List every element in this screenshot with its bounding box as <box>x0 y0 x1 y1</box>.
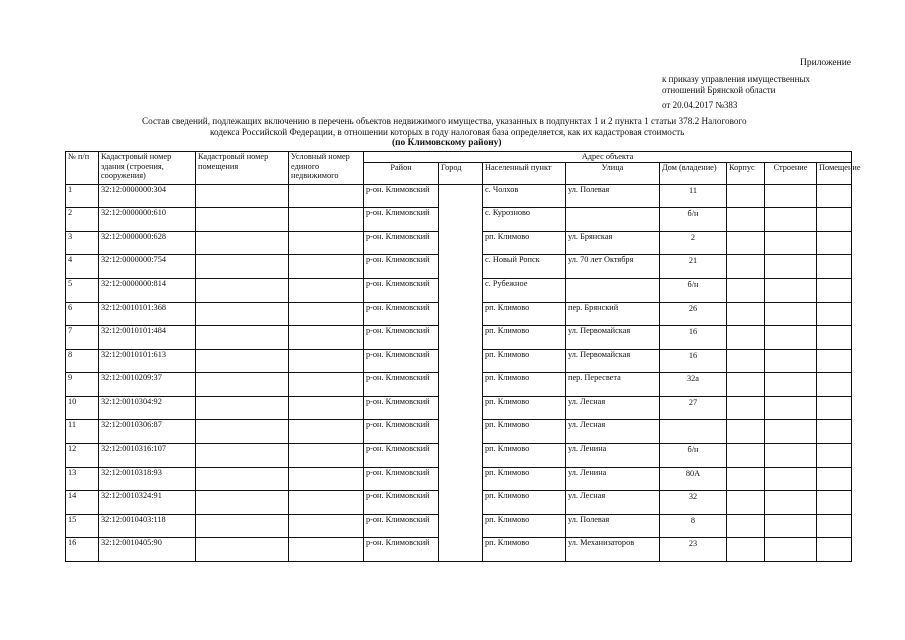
col-header-num: № п/п <box>66 152 99 185</box>
property-table <box>65 151 861 562</box>
cell-cadastral-building: 32:12:0010405:90 <box>99 538 196 562</box>
cell-cadastral-building: 32:12:0010403:118 <box>99 514 196 538</box>
cell-room <box>817 420 852 444</box>
cell-cadastral-building: 32:12:0010101:613 <box>99 349 196 373</box>
cell-cadastral-building: 32:12:0010304:92 <box>99 396 196 420</box>
cell-cadastral-building: 32:12:0000000:610 <box>99 208 196 232</box>
cell-district: р-он. Климовский <box>364 467 439 491</box>
cell-building <box>765 231 817 255</box>
cell-korpus <box>727 467 765 491</box>
cell-room <box>817 491 852 515</box>
cell-cadastral-room <box>196 184 289 208</box>
cell-conditional-number <box>289 255 364 279</box>
cell-street <box>566 278 660 302</box>
cell-city <box>439 444 483 468</box>
cell-row-number: 14 <box>66 491 99 515</box>
cell-street: ул. Брянская <box>566 231 660 255</box>
cell-street: ул. Полевая <box>566 514 660 538</box>
cell-row-number: 11 <box>66 420 99 444</box>
cell-conditional-number <box>289 302 364 326</box>
cell-row-number: 10 <box>66 396 99 420</box>
cell-conditional-number <box>289 208 364 232</box>
table-row <box>66 467 852 491</box>
cell-korpus <box>727 231 765 255</box>
cell-cadastral-room <box>196 420 289 444</box>
table-row <box>66 444 852 468</box>
cell-city <box>439 396 483 420</box>
cell-city <box>439 349 483 373</box>
district-subtitle: (по Климовскому району) <box>392 138 502 148</box>
cell-building <box>765 184 817 208</box>
col-header-korpus: Корпус <box>727 162 765 184</box>
cell-cadastral-room <box>196 538 289 562</box>
cell-district: р-он. Климовский <box>364 420 439 444</box>
cell-house-number: 2 <box>660 231 727 255</box>
cell-house-number: 26 <box>660 302 727 326</box>
cell-cadastral-room <box>196 349 289 373</box>
cell-korpus <box>727 184 765 208</box>
cell-building <box>765 349 817 373</box>
cell-house-number <box>660 420 727 444</box>
cell-cadastral-room <box>196 444 289 468</box>
cell-korpus <box>727 396 765 420</box>
cell-cadastral-room <box>196 467 289 491</box>
cell-building <box>765 491 817 515</box>
cell-cadastral-building: 32:12:0010316:107 <box>99 444 196 468</box>
cell-street <box>566 208 660 232</box>
cell-street: ул. Лесная <box>566 396 660 420</box>
cell-row-number: 4 <box>66 255 99 279</box>
cell-district: р-он. Климовский <box>364 444 439 468</box>
cell-room <box>817 255 852 279</box>
cell-row-number: 3 <box>66 231 99 255</box>
description-line-2: кодекса Российской Федерации, в отношении которых в году налоговая база определяется, как их кадастровая стоимость <box>210 127 685 137</box>
cell-building <box>765 467 817 491</box>
cell-korpus <box>727 373 765 397</box>
cell-street: ул. Первомайская <box>566 349 660 373</box>
col-header-cond-num: Условный номер единого недвижимого <box>289 152 364 185</box>
order-line-1: к приказу управления имущественных <box>662 74 811 84</box>
table-row <box>66 208 852 232</box>
cell-locality: рп. Климово <box>483 326 566 350</box>
cell-cadastral-building: 32:12:0000000:754 <box>99 255 196 279</box>
cell-conditional-number <box>289 514 364 538</box>
col-header-district: Район <box>364 162 439 184</box>
cell-street: ул. Первомайская <box>566 326 660 350</box>
cell-building <box>765 278 817 302</box>
cell-street: ул. Ленина <box>566 444 660 468</box>
header-row-1 <box>66 152 852 163</box>
col-header-city: Город <box>439 162 483 184</box>
cell-house-number: б/н <box>660 208 727 232</box>
cell-house-number: 16 <box>660 326 727 350</box>
cell-district: р-он. Климовский <box>364 231 439 255</box>
cell-locality: рп. Климово <box>483 491 566 515</box>
cell-house-number: 21 <box>660 255 727 279</box>
cell-conditional-number <box>289 538 364 562</box>
cell-district: р-он. Климовский <box>364 278 439 302</box>
cell-house-number: 23 <box>660 538 727 562</box>
cell-conditional-number <box>289 420 364 444</box>
cell-cadastral-room <box>196 302 289 326</box>
cell-cadastral-room <box>196 514 289 538</box>
cell-cadastral-building: 32:12:0010209:37 <box>99 373 196 397</box>
cell-district: р-он. Климовский <box>364 302 439 326</box>
table-row <box>66 396 852 420</box>
cell-building <box>765 302 817 326</box>
table-row <box>66 231 852 255</box>
cell-row-number: 9 <box>66 373 99 397</box>
cell-row-number: 16 <box>66 538 99 562</box>
cell-locality: рп. Климово <box>483 420 566 444</box>
table-row <box>66 514 852 538</box>
cell-korpus <box>727 255 765 279</box>
cell-korpus <box>727 538 765 562</box>
cell-korpus <box>727 278 765 302</box>
cell-street: ул. Полевая <box>566 184 660 208</box>
cell-room <box>817 373 852 397</box>
table-row <box>66 420 852 444</box>
cell-district: р-он. Климовский <box>364 349 439 373</box>
cell-room <box>817 326 852 350</box>
cell-street: пер. Пересвета <box>566 373 660 397</box>
cell-row-number: 8 <box>66 349 99 373</box>
cell-conditional-number <box>289 396 364 420</box>
cell-street: ул. Лесная <box>566 491 660 515</box>
cell-cadastral-building: 32:12:0010306:87 <box>99 420 196 444</box>
cell-city <box>439 302 483 326</box>
cell-room <box>817 278 852 302</box>
cell-city <box>439 326 483 350</box>
cell-city <box>439 255 483 279</box>
cell-city <box>439 231 483 255</box>
cell-locality: рп. Климово <box>483 231 566 255</box>
cell-building <box>765 444 817 468</box>
cell-locality: с. Чолхов <box>483 184 566 208</box>
cell-conditional-number <box>289 278 364 302</box>
cell-street: ул. Ленина <box>566 467 660 491</box>
cell-korpus <box>727 514 765 538</box>
cell-district: р-он. Климовский <box>364 184 439 208</box>
cell-row-number: 7 <box>66 326 99 350</box>
cell-korpus <box>727 208 765 232</box>
cell-city <box>439 208 483 232</box>
cell-street: пер. Брянский <box>566 302 660 326</box>
cell-building <box>765 373 817 397</box>
order-line-2: отношений Брянской области <box>662 85 776 95</box>
cell-cadastral-building: 32:12:0000000:304 <box>99 184 196 208</box>
cell-room <box>817 302 852 326</box>
cell-house-number: б/н <box>660 444 727 468</box>
cell-building <box>765 255 817 279</box>
cell-cadastral-building: 32:12:0000000:814 <box>99 278 196 302</box>
cell-cadastral-building: 32:12:0010324:91 <box>99 491 196 515</box>
cell-locality: рп. Климово <box>483 302 566 326</box>
cell-city <box>439 373 483 397</box>
cell-house-number: 80А <box>660 467 727 491</box>
description-line-1: Состав сведений, подлежащих включению в перечень объектов недвижимого имущества, указанных в подпунктах 1 и 2 пункта 1 статьи 378.2 Налогового <box>142 116 747 126</box>
cell-room <box>817 444 852 468</box>
cell-room <box>817 184 852 208</box>
col-header-house: Дом (владение) <box>660 162 727 184</box>
cell-district: р-он. Климовский <box>364 514 439 538</box>
table-row <box>66 278 852 302</box>
col-header-cad-building: Кадастровый номер здания (строения, сооружения) <box>99 152 196 185</box>
cell-locality: рп. Климово <box>483 514 566 538</box>
cell-cadastral-room <box>196 373 289 397</box>
cell-conditional-number <box>289 444 364 468</box>
col-header-building: Строение <box>765 162 817 184</box>
cell-locality: с. Новый Ропск <box>483 255 566 279</box>
cell-conditional-number <box>289 184 364 208</box>
table-row <box>66 538 852 562</box>
cell-building <box>765 208 817 232</box>
col-header-room: Помещение <box>817 162 852 184</box>
col-header-locality: Населенный пункт <box>483 162 566 184</box>
cell-district: р-он. Климовский <box>364 538 439 562</box>
cell-row-number: 15 <box>66 514 99 538</box>
cell-district: р-он. Климовский <box>364 491 439 515</box>
col-header-address-group: Адрес объекта <box>364 152 852 163</box>
cell-house-number: 11 <box>660 184 727 208</box>
cell-locality: рп. Климово <box>483 349 566 373</box>
cell-city <box>439 538 483 562</box>
cell-cadastral-building: 32:12:0010318:93 <box>99 467 196 491</box>
cell-cadastral-room <box>196 491 289 515</box>
cell-korpus <box>727 444 765 468</box>
cell-korpus <box>727 326 765 350</box>
cell-korpus <box>727 349 765 373</box>
cell-building <box>765 514 817 538</box>
cell-cadastral-room <box>196 278 289 302</box>
cell-house-number: 32а <box>660 373 727 397</box>
cell-room <box>817 396 852 420</box>
cell-conditional-number <box>289 326 364 350</box>
cell-building <box>765 326 817 350</box>
cell-cadastral-room <box>196 326 289 350</box>
cell-room <box>817 349 852 373</box>
cell-korpus <box>727 302 765 326</box>
cell-house-number: 27 <box>660 396 727 420</box>
cell-korpus <box>727 491 765 515</box>
cell-cadastral-room <box>196 231 289 255</box>
cell-city <box>439 420 483 444</box>
cell-building <box>765 420 817 444</box>
cell-district: р-он. Климовский <box>364 326 439 350</box>
cell-locality: с. Рубежное <box>483 278 566 302</box>
cell-street: ул. Механизаторов <box>566 538 660 562</box>
cell-house-number: 16 <box>660 349 727 373</box>
cell-house-number: 8 <box>660 514 727 538</box>
cell-row-number: 12 <box>66 444 99 468</box>
cell-room <box>817 514 852 538</box>
cell-locality: рп. Климово <box>483 444 566 468</box>
cell-cadastral-room <box>196 208 289 232</box>
cell-city <box>439 514 483 538</box>
table-row <box>66 373 852 397</box>
table-row <box>66 326 852 350</box>
cell-row-number: 6 <box>66 302 99 326</box>
cell-house-number: 32 <box>660 491 727 515</box>
cell-locality: с. Курозново <box>483 208 566 232</box>
cell-locality: рп. Климово <box>483 538 566 562</box>
cell-room <box>817 231 852 255</box>
table-row <box>66 491 852 515</box>
cell-street: ул. 70 лет Октября <box>566 255 660 279</box>
cell-korpus <box>727 420 765 444</box>
cell-cadastral-building: 32:12:0010101:484 <box>99 326 196 350</box>
cell-building <box>765 538 817 562</box>
cell-row-number: 2 <box>66 208 99 232</box>
table-row <box>66 349 852 373</box>
cell-city <box>439 467 483 491</box>
table-row <box>66 255 852 279</box>
cell-city <box>439 184 483 208</box>
cell-row-number: 5 <box>66 278 99 302</box>
order-line-3: от 20.04.2017 №383 <box>662 100 738 110</box>
cell-room <box>817 467 852 491</box>
cell-cadastral-building: 32:12:0010101:368 <box>99 302 196 326</box>
cell-locality: рп. Климово <box>483 373 566 397</box>
cell-room <box>817 538 852 562</box>
cell-street: ул. Лесная <box>566 420 660 444</box>
cell-conditional-number <box>289 349 364 373</box>
cell-row-number: 13 <box>66 467 99 491</box>
cell-conditional-number <box>289 231 364 255</box>
cell-conditional-number <box>289 373 364 397</box>
cell-city <box>439 491 483 515</box>
cell-conditional-number <box>289 491 364 515</box>
cell-district: р-он. Климовский <box>364 208 439 232</box>
table-row <box>66 302 852 326</box>
table-row <box>66 184 852 208</box>
cell-room <box>817 208 852 232</box>
cell-cadastral-building: 32:12:0000000:628 <box>99 231 196 255</box>
cell-conditional-number <box>289 467 364 491</box>
cell-house-number: б/н <box>660 278 727 302</box>
appendix-label: Приложение <box>800 58 851 68</box>
cell-building <box>765 396 817 420</box>
cell-district: р-он. Климовский <box>364 396 439 420</box>
cell-locality: рп. Климово <box>483 467 566 491</box>
cell-row-number: 1 <box>66 184 99 208</box>
cell-cadastral-room <box>196 396 289 420</box>
col-header-street: Улица <box>566 162 660 184</box>
cell-city <box>439 278 483 302</box>
col-header-cad-room: Кадастровый номер помещения <box>196 152 289 185</box>
cell-district: р-он. Климовский <box>364 255 439 279</box>
cell-cadastral-room <box>196 255 289 279</box>
cell-district: р-он. Климовский <box>364 373 439 397</box>
cell-locality: рп. Климово <box>483 396 566 420</box>
